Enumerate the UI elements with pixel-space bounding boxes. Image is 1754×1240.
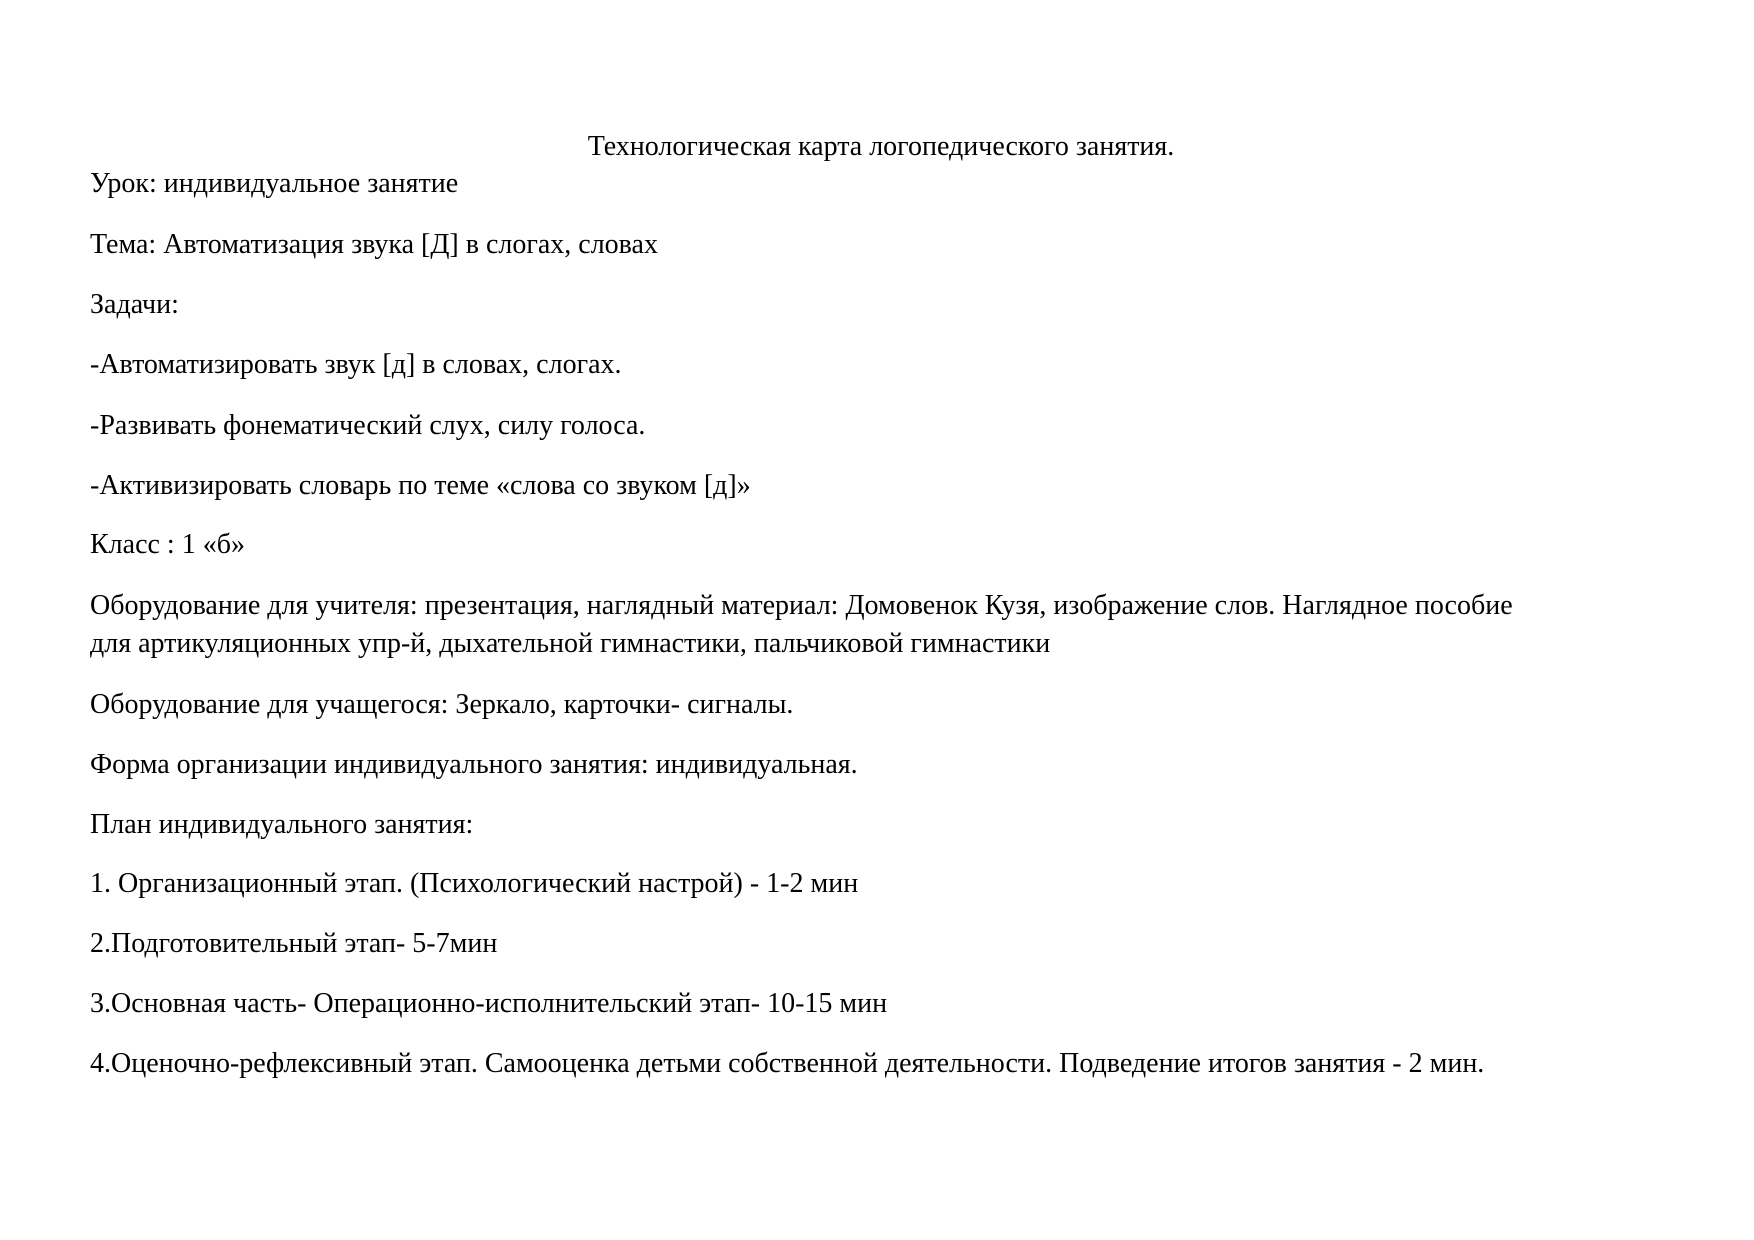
- teacher-equipment-line: Оборудование для учителя: презентация, наглядный материал: Домовенок Кузя, изображение слов. Наглядное пособие: [90, 590, 1513, 621]
- task-item: -Автоматизировать звук [д] в словах, слогах.: [90, 349, 622, 380]
- plan-heading: План индивидуального занятия:: [90, 809, 474, 840]
- document-title: Технологическая карта логопедического занятия.: [587, 131, 1175, 162]
- class-line: Класс : 1 «б»: [90, 529, 245, 560]
- lesson-line: Урок: индивидуальное занятие: [90, 168, 459, 199]
- student-equipment-line: Оборудование для учащегося: Зеркало, карточки- сигналы.: [90, 689, 794, 720]
- task-item: -Активизировать словарь по теме «слова со звуком [д]»: [90, 470, 751, 501]
- topic-line: Тема: Автоматизация звука [Д] в слогах, словах: [90, 229, 658, 260]
- plan-item: 3.Основная часть- Операционно-исполнительский этап- 10-15 мин: [90, 988, 888, 1019]
- plan-item: 1. Организационный этап. (Психологический настрой) - 1-2 мин: [90, 868, 859, 899]
- teacher-equipment-line-cont: для артикуляционных упр-й, дыхательной гимнастики, пальчиковой гимнастики: [90, 628, 1051, 659]
- organization-form-line: Форма организации индивидуального занятия: индивидуальная.: [90, 749, 858, 780]
- plan-item: 2.Подготовительный этап- 5-7мин: [90, 928, 498, 959]
- task-item: -Развивать фонематический слух, силу голоса.: [90, 410, 646, 441]
- plan-item: 4.Оценочно-рефлексивный этап. Самооценка детьми собственной деятельности. Подведение итогов занятия - 2 мин.: [90, 1048, 1485, 1079]
- tasks-heading: Задачи:: [90, 289, 179, 320]
